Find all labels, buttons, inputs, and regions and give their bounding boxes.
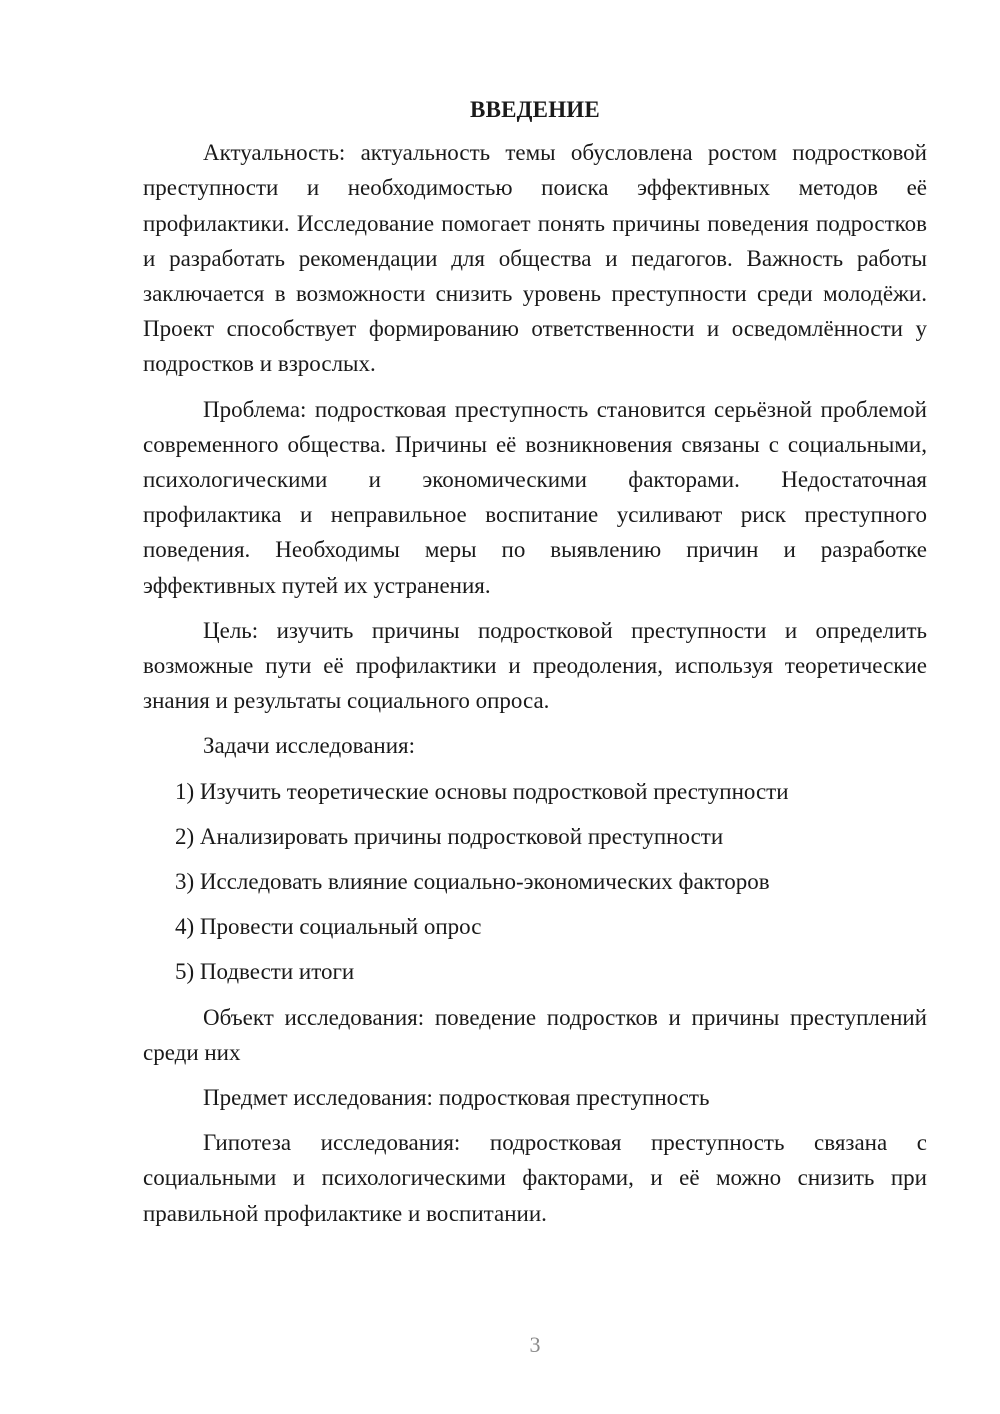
page-content bbox=[143, 92, 927, 1241]
tasks-heading: Задачи исследования: bbox=[203, 733, 416, 759]
problem-paragraph: Проблема: подростковая преступность становится серьёзной проблемой современного общества. Причины её возникновения связаны с социальными, психологическими и экономическими факторами. Недостаточная профилактика и неправильное воспитание усиливают риск преступного поведения. Необходимы меры по выявлению причин и разработке эффективных путей их устранения. bbox=[143, 396, 927, 598]
page-number: 3 bbox=[529, 1332, 541, 1357]
task-item: 1) Изучить теоретические основы подростковой преступности bbox=[175, 778, 789, 804]
hypothesis-paragraph: Гипотеза исследования: подростковая преступность связана с социальными и психологическими факторами, и её можно снизить при правильной профилактике и воспитании. bbox=[143, 1130, 927, 1226]
task-item: 3) Исследовать влияние социально-экономических факторов bbox=[175, 869, 770, 895]
task-item: 4) Провести социальный опрос bbox=[175, 914, 482, 940]
task-item: 5) Подвести итоги bbox=[175, 959, 355, 985]
subject-paragraph: Предмет исследования: подростковая преступность bbox=[203, 1085, 710, 1111]
object-paragraph: Объект исследования: поведение подростков и причины преступлений среди них bbox=[143, 1004, 927, 1065]
page-title: ВВЕДЕНИЕ bbox=[470, 97, 600, 122]
relevance-paragraph: Актуальность: актуальность темы обусловлена ростом подростковой преступности и необходимостью поиска эффективных методов её профилактики. Исследование помогает понять причины поведения подростков и разработать рекомендации для общества и педагогов. Важность работы заключается в возможности снизить уровень преступности среди молодёжи. Проект способствует формированию ответственности и осведомлённости у подростков и взрослых. bbox=[143, 140, 927, 377]
task-item: 2) Анализировать причины подростковой преступности bbox=[175, 823, 724, 849]
goal-paragraph: Цель: изучить причины подростковой преступности и определить возможные пути её профилактики и преодоления, используя теоретические знания и результаты социального опроса. bbox=[143, 617, 927, 714]
